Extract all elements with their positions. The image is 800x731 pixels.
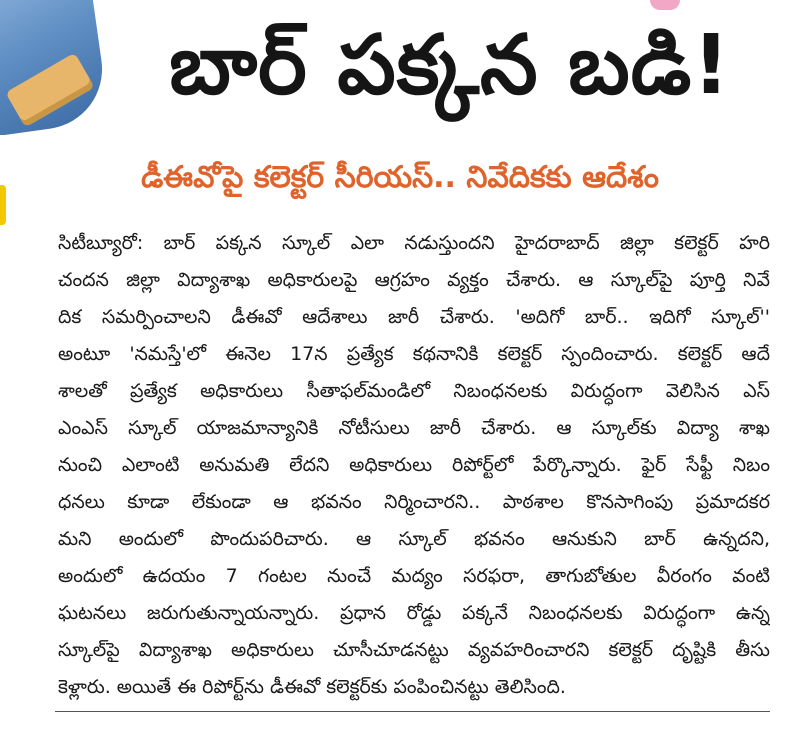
body-line: ఎంఎస్ స్కూల్ యాజమాన్యానికి నోటీసులు జారీ చేశారు. ఆ స్కూల్‌కు విద్యా శాఖ [58, 417, 770, 439]
bottom-divider [55, 711, 770, 712]
photo-fragment [0, 0, 105, 135]
body-line: దిక సమర్పించాలని డీఈవో ఆదేశాలు జారీ చేశారు. 'అదిగో బార్.. ఇదిగో స్కూల్'' [58, 306, 770, 328]
body-line: శాలతో ప్రత్యేక అధికారులు సీతాఫల్‌మండిలో నిబంధనలకు విరుద్ధంగా వెలిసిన ఎస్ [58, 380, 770, 402]
headline: బార్ పక్కన బడి! [169, 17, 731, 113]
subheadline: డీఈవోపై కలెక్టర్ సీరియస్.. నివేదికకు ఆదేశం [141, 160, 659, 195]
decorative-graphic [650, 0, 680, 10]
body-line: స్కూల్‌పై విద్యాశాఖ అధికారులు చూసీచూడనట్టు వ్యవహరించారని కలెక్టర్ దృష్టికి తీసు [58, 639, 770, 661]
body-line: అంటూ 'నమస్తే'లో ఈనెల 17న ప్రత్యేక కథనానికి కలెక్టర్ స్పందించారు. కలెక్టర్ ఆదే [58, 343, 770, 365]
body-line: మని అందులో పొందుపరిచారు. ఆ స్కూల్ భవనం ఆనుకుని బార్ ఉన్నదని, [58, 528, 770, 550]
body-line: ఘటనలు జరుగుతున్నాయన్నారు. ప్రధాన రోడ్డు పక్కనే నిబంధనలకు విరుద్ధంగా ఉన్న [58, 602, 770, 624]
body-line: సిటీబ్యూరో: బార్ పక్కన స్కూల్ ఎలా నడుస్తుందని హైదరాబాద్ జిల్లా కలెక్టర్ హరి [58, 232, 770, 254]
body-line: నుంచి ఎలాంటి అనుమతి లేదని అధికారులు రిపోర్ట్‌లో పేర్కొన్నారు. ఫైర్ సేఫ్టీ నిబం [58, 454, 770, 476]
body-line: చందన జిల్లా విద్యాశాఖ అధికారులపై ఆగ్రహం వ్యక్తం చేశారు. ఆ స్కూల్‌పై పూర్తి నివే [58, 269, 770, 291]
body-line: కెళ్లారు. అయితే ఈ రిపోర్ట్‌ను డీఈవో కలెక్టర్‌కు పంపించినట్టు తెలిసింది. [58, 676, 566, 698]
body-line: అందులో ఉదయం 7 గంటల నుంచే మద్యం సరఫరా, తాగుబోతుల వీరంగం వంటి [58, 565, 770, 587]
article-body [58, 225, 770, 706]
body-line: ధనలు కూడా లేకుండా ఆ భవనం నిర్మించారని.. పాఠశాల కొనసాగింపు ప్రమాదకర [58, 491, 770, 513]
